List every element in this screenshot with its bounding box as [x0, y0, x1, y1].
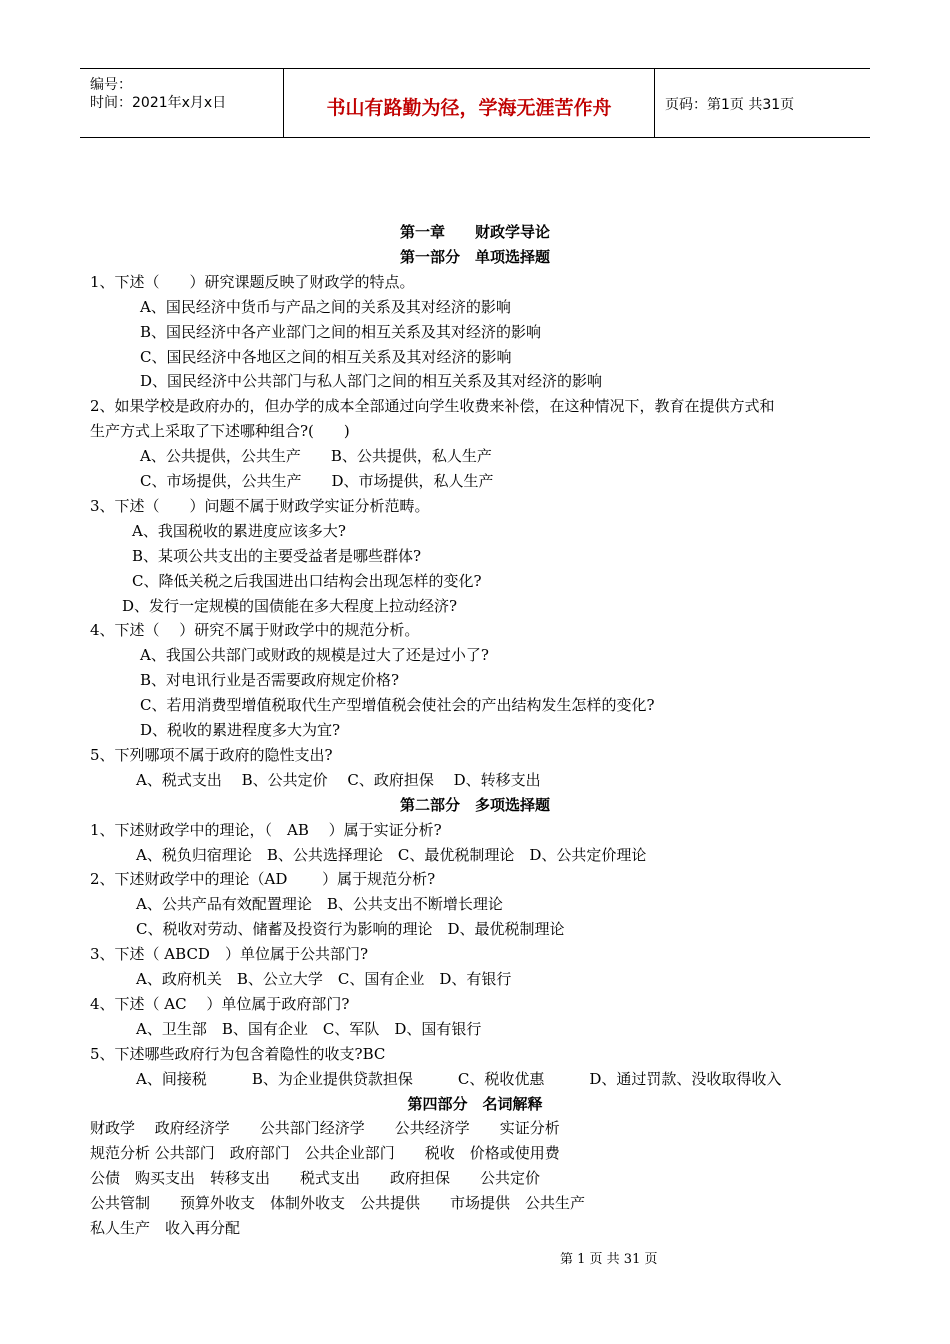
section-heading: 第四部分 名词解释 — [407, 1094, 543, 1113]
text-line: C、税收对劳动、储蓄及投资行为影响的理论 D、最优税制理论 — [136, 920, 565, 939]
text-line: D、国民经济中公共部门与私人部门之间的相互关系及其对经济的影响 — [140, 372, 603, 391]
text-line: B、国民经济中各产业部门之间的相互关系及其对经济的影响 — [140, 322, 542, 341]
header-table — [80, 68, 870, 138]
text-line: A、卫生部 B、国有企业 C、军队 D、国有银行 — [136, 1019, 482, 1038]
text-line: C、市场提供，公共生产 D、市场提供，私人生产 — [140, 472, 494, 490]
text-line: A、公共提供，公共生产 B、公共提供，私人生产 — [140, 447, 492, 466]
text-line: A、我国税收的累进度应该多大? — [132, 521, 346, 540]
section-heading: 第一部分 单项选择题 — [399, 247, 550, 266]
text-line: 2、下述财政学中的理论（AD ）属于规范分析? — [90, 870, 436, 889]
text-line: A、公共产品有效配置理论 B、公共支出不断增长理论 — [136, 895, 503, 914]
text-line: A、间接税 B、为企业提供贷款担保 C、税收优惠 D、通过罚款、没收取得收入 — [136, 1069, 782, 1088]
text-line: 1、下述财政学中的理论，（ AB ）属于实证分析? — [90, 820, 442, 839]
text-line: D、发行一定规模的国债能在多大程度上拉动经济? — [122, 596, 458, 615]
header-left-cell — [80, 69, 284, 137]
text-line: 5、下列哪项不属于政府的隐性支出? — [90, 745, 333, 764]
text-line: 规范分析 公共部门 政府部门 公共企业部门 税收 价格或使用费 — [90, 1144, 560, 1163]
section-heading: 第二部分 多项选择题 — [399, 795, 550, 814]
text-line: 4、下述（ ）研究不属于财政学中的规范分析。 — [90, 621, 420, 640]
text-line: 2、如果学校是政府办的，但办学的成本全部通过向学生收费来补偿，在这种情况下，教育在提供方式和 — [90, 397, 775, 416]
text-line: 私人生产 收入再分配 — [90, 1219, 241, 1237]
text-line: 3、下述（ ABCD ）单位属于公共部门? — [90, 945, 368, 964]
text-line: 3、下述（ ）问题不属于财政学实证分析范畴。 — [90, 496, 430, 515]
page-footer: 第 1 页 共 31 页 — [560, 1252, 658, 1267]
text-line: 公共管制 预算外收支 体制外收支 公共提供 市场提供 公共生产 — [90, 1194, 586, 1213]
number-label: 编号： — [90, 77, 132, 93]
text-line: 生产方式上采取了下述哪种组合?( ) — [90, 422, 350, 441]
text-line: 4、下述（ AC ）单位属于政府部门? — [90, 994, 350, 1013]
text-line: 1、下述（ ）研究课题反映了财政学的特点。 — [90, 272, 415, 291]
text-line: A、税式支出 B、公共定价 C、政府担保 D、转移支出 — [136, 770, 541, 789]
text-line: 公债 购买支出 转移支出 税式支出 政府担保 公共定价 — [90, 1169, 541, 1188]
time-label: 时间：2021年x月x日 — [90, 95, 227, 111]
text-line: 5、下述哪些政府行为包含着隐性的收支?BC — [90, 1044, 386, 1063]
header-right-cell — [655, 69, 870, 137]
text-line: C、国民经济中各地区之间的相互关系及其对经济的影响 — [140, 347, 512, 366]
page-label: 页码：第1页 共31页 — [665, 97, 795, 113]
text-line: B、对电讯行业是否需要政府规定价格? — [140, 671, 400, 690]
text-line: A、税负归宿理论 B、公共选择理论 C、最优税制理论 D、公共定价理论 — [136, 845, 647, 864]
header-center-cell — [284, 69, 655, 137]
section-heading: 第一章 财政学导论 — [399, 223, 550, 241]
motto: 书山有路勤为径，学海无涯苦作舟 — [326, 97, 612, 119]
text-line: D、税收的累进程度多大为宜? — [140, 721, 341, 739]
text-line: C、降低关税之后我国进出口结构会出现怎样的变化? — [132, 571, 482, 590]
text-line: 财政学 政府经济学 公共部门经济学 公共经济学 实证分析 — [90, 1119, 560, 1138]
text-line: A、我国公共部门或财政的规模是过大了还是过小了? — [140, 646, 489, 665]
text-line: A、国民经济中货币与产品之间的关系及其对经济的影响 — [140, 297, 511, 316]
text-line: B、某项公共支出的主要受益者是哪些群体? — [132, 546, 422, 565]
text-line: A、政府机关 B、公立大学 C、国有企业 D、有银行 — [136, 970, 512, 988]
text-line: C、若用消费型增值税取代生产型增值税会使社会的产出结构发生怎样的变化? — [140, 696, 655, 715]
